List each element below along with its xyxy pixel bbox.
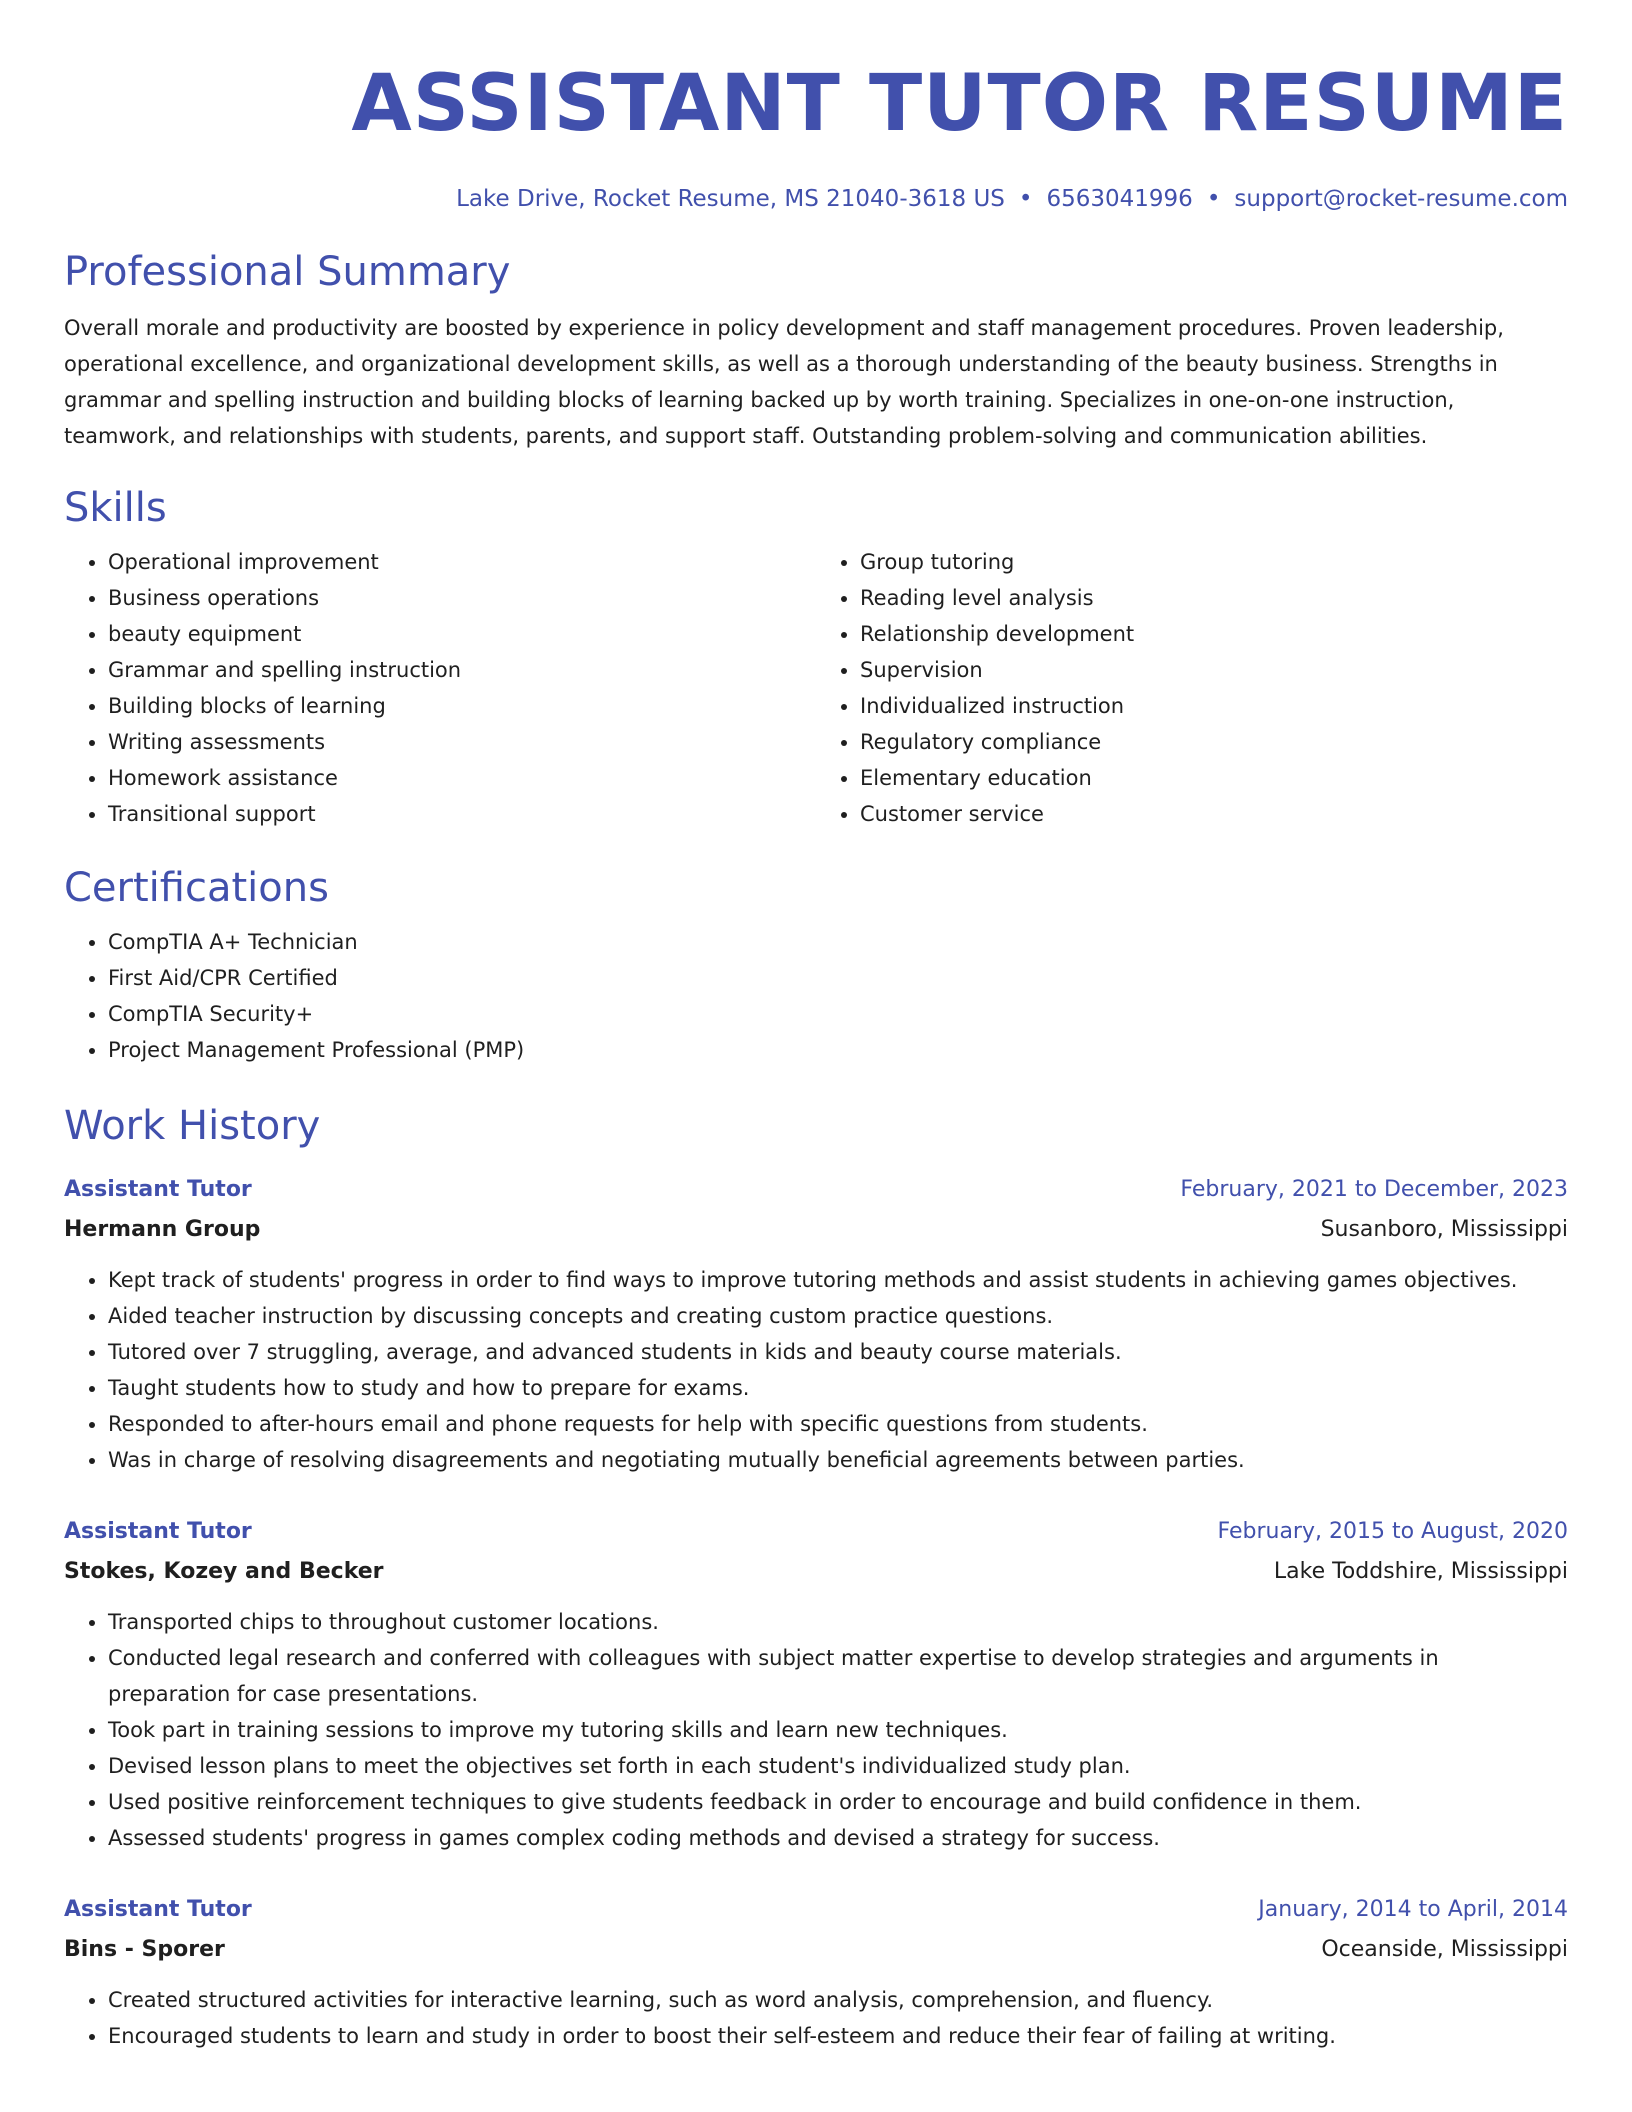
job-bullets xyxy=(64,1262,1568,1478)
job-bullet: • Encouraged students to learn and study in order to boost their self-esteem and reduce their fear of failing at writing. xyxy=(108,2018,1568,2054)
job-bullet: • Taught students how to study and how to prepare for exams. xyxy=(108,1370,1568,1406)
skill-item: • Customer service xyxy=(860,796,1568,832)
certification-item: • CompTIA Security+ xyxy=(108,996,1568,1032)
job-role: Assistant Tutor xyxy=(64,1519,252,1544)
skill-item: • Regulatory compliance xyxy=(860,724,1568,760)
skills-list-right xyxy=(816,544,1568,832)
contact-email: support@rocket-resume.com xyxy=(1234,186,1568,212)
contact-separator: • xyxy=(1206,186,1221,212)
skill-item: • Business operations xyxy=(108,580,816,616)
summary-heading: Professional Summary xyxy=(64,249,511,295)
certifications-list xyxy=(64,924,1568,1068)
job-bullet: • Transported chips to throughout customer locations. xyxy=(108,1604,1568,1640)
job-dates: January, 2014 to April, 2014 xyxy=(1258,1897,1568,1922)
job-bullets xyxy=(64,1982,1568,2054)
job-entry xyxy=(64,1512,1568,1856)
contact-line xyxy=(64,182,1568,216)
skill-item: • Operational improvement xyxy=(108,544,816,580)
job-dates: February, 2015 to August, 2020 xyxy=(1217,1519,1568,1544)
job-bullet: • Kept track of students' progress in order to find ways to improve tutoring methods and assist students in achieving games objectives. xyxy=(108,1262,1568,1298)
certification-item: • Project Management Professional (PMP) xyxy=(108,1032,1568,1068)
job-company: Bins - Sporer xyxy=(64,1937,225,1962)
job-entry xyxy=(64,1890,1568,2054)
job-company: Hermann Group xyxy=(64,1217,261,1242)
contact-address: Lake Drive, Rocket Resume, MS 21040-3618 US xyxy=(456,186,1005,212)
certification-item: • CompTIA A+ Technician xyxy=(108,924,1568,960)
job-bullet: • Tutored over 7 struggling, average, and advanced students in kids and beauty course materials. xyxy=(108,1334,1568,1370)
job-dates: February, 2021 to December, 2023 xyxy=(1180,1177,1568,1202)
certification-item: • First Aid/CPR Certified xyxy=(108,960,1568,996)
job-role: Assistant Tutor xyxy=(64,1177,252,1202)
skill-item: • Reading level analysis xyxy=(860,580,1568,616)
skills-columns xyxy=(64,544,1568,832)
job-bullets xyxy=(64,1604,1568,1856)
job-company-row xyxy=(64,1552,1568,1592)
skill-item: • Homework assistance xyxy=(108,760,816,796)
certifications-heading: Certifications xyxy=(64,865,329,911)
job-role: Assistant Tutor xyxy=(64,1897,252,1922)
job-bullet: • Was in charge of resolving disagreements and negotiating mutually beneficial agreements between parties. xyxy=(108,1442,1568,1478)
summary-text: Overall morale and productivity are boosted by experience in policy development and staff management procedures. Proven leadership, operational excellence, and organizational development skills, as well as a thorough understanding of the beauty business. Strengths in grammar and spelling instruction and building blocks of learning backed up by worth training. Specializes in one-on-one instruction, teamwork, and relationships with students, parents, and support staff. Outstanding problem-solving and communication abilities. xyxy=(64,316,1504,448)
job-bullet: • Assessed students' progress in games complex coding methods and devised a strategy for success. xyxy=(108,1820,1568,1856)
job-header-row xyxy=(64,1890,1568,1930)
job-bullet: • Took part in training sessions to improve my tutoring skills and learn new techniques. xyxy=(108,1712,1568,1748)
job-company-row xyxy=(64,1210,1568,1250)
job-bullet: • Used positive reinforcement techniques to give students feedback in order to encourage and build confidence in them. xyxy=(108,1784,1568,1820)
job-location: Oceanside, Mississippi xyxy=(1321,1937,1568,1962)
skill-item: • Supervision xyxy=(860,652,1568,688)
skill-item: • Writing assessments xyxy=(108,724,816,760)
job-bullet: • Conducted legal research and conferred with colleagues with subject matter expertise to develop strategies and arguments in preparation for case presentations. xyxy=(108,1640,1568,1712)
skills-heading: Skills xyxy=(64,485,167,531)
skill-item: • Transitional support xyxy=(108,796,816,832)
job-bullet: • Devised lesson plans to meet the objectives set forth in each student's individualized study plan. xyxy=(108,1748,1568,1784)
contact-phone: 6563041996 xyxy=(1046,186,1193,212)
job-header-row xyxy=(64,1170,1568,1210)
resume-title: ASSISTANT TUTOR RESUME xyxy=(351,59,1568,149)
work-history-heading: Work History xyxy=(64,1103,321,1149)
job-location: Susanboro, Mississippi xyxy=(1320,1217,1568,1242)
job-company-row xyxy=(64,1930,1568,1970)
skill-item: • Elementary education xyxy=(860,760,1568,796)
job-bullet: • Aided teacher instruction by discussing concepts and creating custom practice questions. xyxy=(108,1298,1568,1334)
skill-item: • Relationship development xyxy=(860,616,1568,652)
job-location: Lake Toddshire, Mississippi xyxy=(1273,1559,1568,1584)
job-company: Stokes, Kozey and Becker xyxy=(64,1559,384,1584)
skill-item: • Building blocks of learning xyxy=(108,688,816,724)
skill-item: • Group tutoring xyxy=(860,544,1568,580)
skills-list-left xyxy=(64,544,816,832)
job-entry xyxy=(64,1170,1568,1478)
contact-separator: • xyxy=(1018,186,1033,212)
job-bullet: • Created structured activities for interactive learning, such as word analysis, comprehension, and fluency. xyxy=(108,1982,1568,2018)
skill-item: • Individualized instruction xyxy=(860,688,1568,724)
skill-item: • beauty equipment xyxy=(108,616,816,652)
skill-item: • Grammar and spelling instruction xyxy=(108,652,816,688)
job-header-row xyxy=(64,1512,1568,1552)
job-bullet: • Responded to after-hours email and phone requests for help with specific questions from students. xyxy=(108,1406,1568,1442)
